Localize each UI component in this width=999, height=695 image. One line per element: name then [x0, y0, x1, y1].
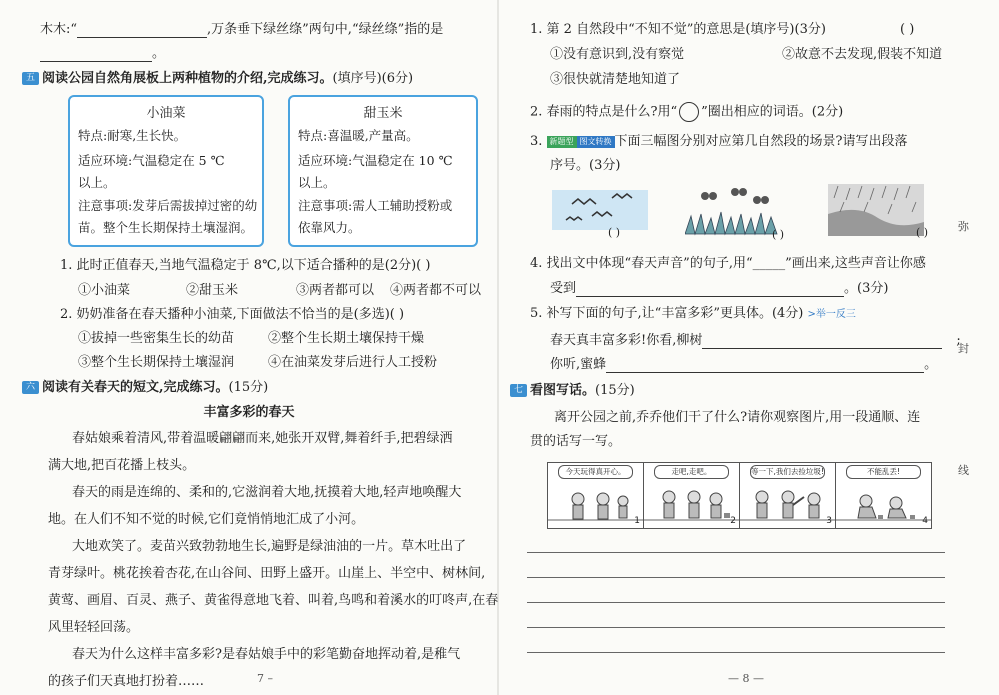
writing-line[interactable]: [527, 652, 945, 653]
new-type-tag: 新题型: [547, 136, 577, 148]
plant-card-rapeseed: [68, 95, 264, 247]
answer-blank[interactable]: [702, 334, 942, 349]
left-page: [0, 0, 498, 695]
practice-badge: >举一反三: [807, 309, 856, 320]
top-question-line1: 木木:“ ,万条垂下绿丝绦”两句中,“绿丝绦”指的是: [40, 22, 444, 37]
section-number-icon: 五: [22, 72, 39, 85]
writing-line[interactable]: [527, 627, 945, 628]
card-title: 甜玉米: [363, 106, 403, 121]
answer-blank[interactable]: [606, 358, 924, 373]
speech-bubble: 走吧,走吧。: [654, 465, 729, 479]
option[interactable]: ④在油菜发芽后进行人工授粉: [268, 355, 438, 370]
scene-rain-picture: [828, 184, 924, 236]
question-4-line2: 受到 。(3分): [550, 281, 889, 296]
paragraph-line: 春天为什么这样丰富多彩?是春姑娘手中的彩笔勤奋地挥动着,是稚气: [72, 647, 461, 662]
card-line: 以上。: [298, 175, 336, 190]
writing-line[interactable]: [527, 602, 945, 603]
panel-number: 1: [634, 516, 640, 526]
comic-panel-3: [739, 462, 836, 529]
option[interactable]: ②整个生长期土壤保持干燥: [268, 331, 425, 346]
option[interactable]: ②甜玉米: [186, 283, 239, 298]
paragraph-line: 大地欢笑了。麦苗兴致勃勃地生长,遍野是绿油油的一片。草木吐出了: [72, 539, 467, 554]
answer-paren[interactable]: ( ): [608, 226, 621, 239]
seal-line-char: 弥: [958, 220, 969, 233]
card-line: 适应环境:气温稳定在 10 ℃: [298, 153, 453, 168]
answer-blank[interactable]: [77, 23, 207, 38]
question-5: 5. 补写下面的句子,让“丰富多彩”更具体。(4分) >举一反三: [530, 306, 856, 321]
question-3: 3. 新题型 图文转换 下面三幅图分别对应第几自然段的场景?请写出段落: [530, 134, 908, 149]
answer-paren[interactable]: ( ): [916, 226, 929, 239]
option[interactable]: ①没有意识到,没有察觉: [550, 47, 685, 62]
paragraph-line: 春天的雨是连绵的、柔和的,它滋润着大地,抚摸着大地,轻声地唤醒大: [72, 485, 462, 500]
question-2: 2. 奶奶准备在春天播种小油菜,下面做法不恰当的是(多选)( ): [60, 307, 405, 322]
section-seven-heading: 七 看图写话。(15分): [510, 383, 635, 399]
page-number: 7 –: [257, 672, 273, 685]
article-title: 丰富多彩的春天: [203, 405, 295, 420]
answer-blank[interactable]: [40, 47, 152, 62]
option[interactable]: ①拔掉一些密集生长的幼苗: [78, 331, 235, 346]
question-5-line1: 春天真丰富多彩!你看,柳树 ;: [550, 333, 961, 348]
writing-prompt-line: 贯的话写一写。: [530, 434, 622, 449]
card-line: 依靠风力。: [298, 220, 361, 235]
card-line: 特点:喜温暖,产量高。: [298, 128, 419, 143]
option[interactable]: ③整个生长期保持土壤湿润: [78, 355, 235, 370]
panel-number: 4: [922, 516, 928, 526]
circle-icon: [679, 102, 699, 122]
question-5-line2: 你听,蜜蜂 。: [550, 357, 938, 372]
question-1: 1. 此时正值春天,当地气温稳定于 8℃,以下适合播种的是(2分)( ): [60, 258, 431, 273]
answer-paren[interactable]: ( ): [772, 228, 785, 241]
comic-panel-1: [547, 462, 644, 529]
answer-paren[interactable]: ( ): [900, 22, 915, 37]
card-line: 以上。: [78, 175, 116, 190]
writing-prompt-line: 离开公园之前,乔乔他们干了什么?请你观察图片,用一段通顺、连: [554, 410, 921, 425]
type-tag: 图文转换: [577, 136, 615, 148]
question-2: 2. 春雨的特点是什么?用“ ”圈出相应的词语。(2分): [530, 102, 843, 122]
option[interactable]: ③很快就清楚地知道了: [550, 72, 681, 87]
paragraph-line: 青芽绿叶。桃花挨着杏花,在山谷间、田野上盛开。山崖上、半空中、树林间,: [48, 566, 486, 581]
section-number-icon: 七: [510, 384, 527, 397]
panel-number: 3: [826, 516, 832, 526]
writing-line[interactable]: [527, 577, 945, 578]
paragraph-line: 春姑娘乘着清风,带着温暖翩翩而来,她张开双臂,舞着纤手,把碧绿洒: [72, 431, 453, 446]
comic-panel-2: [643, 462, 740, 529]
option[interactable]: ②故意不去发现,假装不知道: [782, 47, 943, 62]
scene-birds-picture: [552, 184, 648, 236]
option[interactable]: ①小油菜: [78, 283, 131, 298]
paragraph-line: 的孩子们天真地打扮着……: [48, 674, 205, 689]
section-five-heading: 五 阅读公园自然角展板上两种植物的介绍,完成练习。(填序号)(6分): [22, 71, 413, 87]
section-six-heading: 六 阅读有关春天的短文,完成练习。(15分): [22, 380, 268, 396]
card-line: 注意事项:发芽后需拔掉过密的幼: [78, 198, 258, 213]
comic-panel-4: [835, 462, 932, 529]
option[interactable]: ③两者都可以: [296, 283, 375, 298]
panel-number: 2: [730, 516, 736, 526]
seal-line-char: 线: [958, 464, 969, 477]
card-line: 特点:耐寒,生长快。: [78, 128, 187, 143]
card-line: 注意事项:需人工辅助授粉或: [298, 198, 453, 213]
card-line: 苗。整个生长期保持土壤湿润。: [78, 220, 254, 235]
card-line: 适应环境:气温稳定在 5 ℃: [78, 153, 225, 168]
speech-bubble: 不能乱丢!: [846, 465, 921, 479]
answer-blank[interactable]: [576, 282, 844, 297]
speech-bubble: 今天玩得真开心。: [558, 465, 633, 479]
plant-card-sweet-corn: [288, 95, 478, 247]
paragraph-line: 满大地,把百花播上枝头。: [48, 458, 196, 473]
seal-line-char: 封: [958, 342, 969, 355]
card-title: 小油菜: [146, 106, 186, 121]
question-4: 4. 找出文中体现“春天声音”的句子,用“_____”画出来,这些声音让你感: [530, 256, 926, 271]
option[interactable]: ④两者都不可以: [390, 283, 482, 298]
right-page: [500, 0, 999, 695]
page-number: — 8 —: [728, 672, 764, 685]
top-question-line2: 。: [40, 46, 165, 62]
writing-line[interactable]: [527, 552, 945, 553]
question-3-line2: 序号。(3分): [550, 158, 621, 173]
question-1: 1. 第 2 自然段中“不知不觉”的意思是(填序号)(3分): [530, 22, 826, 37]
paragraph-line: 风里轻轻回荡。: [48, 620, 140, 635]
scene-grass-picture: [685, 184, 781, 236]
speech-bubble: 等一下,我们去捡垃圾!: [750, 465, 825, 479]
paragraph-line: 地。在人们不知不觉的时候,它们竟悄悄地汇成了小河。: [48, 512, 365, 527]
paragraph-line: 黄莺、画眉、百灵、燕子、黄雀得意地飞着、叫着,鸟鸣和着溪水的叮咚声,在春: [48, 593, 499, 608]
section-number-icon: 六: [22, 381, 39, 394]
article-body: [48, 425, 498, 695]
